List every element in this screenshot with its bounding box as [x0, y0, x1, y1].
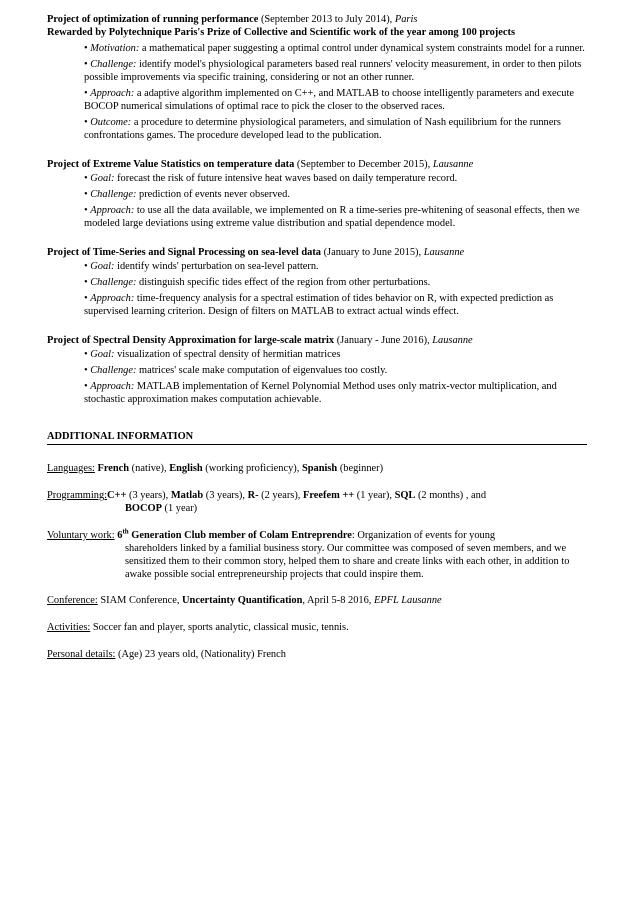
voluntary-work-line	[47, 529, 587, 581]
skill-sql-years: (2 months) , and	[415, 490, 487, 501]
project-period: (September 2013 to July 2014),	[258, 14, 395, 25]
activities-label: Activities:	[47, 622, 91, 633]
skill-sql: SQL	[394, 490, 416, 501]
bullet-text: forecast the risk of future intensive heat waves based on daily temperature record.	[114, 173, 458, 184]
voluntary-label: Voluntary work:	[47, 530, 115, 541]
personal-details-text: (Age) 23 years old, (Nationality) French	[115, 649, 286, 660]
bullet-glyph: •	[84, 349, 88, 360]
bullet-glyph: •	[84, 189, 88, 200]
bullet-label: Challenge:	[90, 365, 137, 376]
bullet-label: Approach:	[90, 205, 135, 216]
languages-line	[47, 462, 587, 475]
bullet-glyph: •	[84, 88, 88, 99]
conference-date: , April 5-8 2016,	[302, 595, 374, 606]
bullet-text: identify model's physiological parameters based real runners' velocity measurement, in order to then pilots possible improvements via specific training, considering or not an other runner.	[84, 59, 582, 83]
project-title: Project of Extreme Value Statistics on temperature data	[47, 159, 295, 170]
bullet-glyph: •	[84, 59, 88, 70]
project-title: Project of Spectral Density Approximation for large-scale matrix	[47, 335, 335, 346]
voluntary-org-number: 6	[117, 530, 123, 541]
programming-second-row	[125, 502, 587, 515]
project-bullet	[84, 364, 587, 377]
bullet-text: distinguish specific tides effect of the region from other perturbations.	[136, 277, 431, 288]
bullet-text: prediction of events never observed.	[136, 189, 290, 200]
bullet-label: Motivation:	[90, 43, 140, 54]
project-award: Rewarded by Polytechnique Paris's Prize of Collective and Scientific work of the year among 100 projects	[47, 27, 515, 38]
bullet-label: Goal:	[90, 261, 115, 272]
project-bullet	[84, 348, 587, 361]
skill-matlab-years: (3 years),	[203, 490, 248, 501]
skill-cpp: C++	[107, 490, 127, 501]
bullet-label: Approach:	[90, 293, 135, 304]
section-heading-additional-information: ADDITIONAL INFORMATION	[47, 430, 587, 445]
project-period: (September to December 2015),	[294, 159, 433, 170]
resume-page	[47, 13, 587, 661]
project-place: Paris	[394, 14, 418, 25]
voluntary-org-superscript: th	[122, 527, 129, 536]
project-title-line	[47, 246, 587, 259]
bullet-glyph: •	[84, 365, 88, 376]
language-french: French	[97, 463, 130, 474]
conference-name: SIAM Conference,	[97, 595, 183, 606]
skill-bocop: BOCOP	[125, 503, 162, 514]
bullet-label: Outcome:	[90, 117, 132, 128]
bullet-text: visualization of spectral density of hermitian matrices	[114, 349, 341, 360]
voluntary-description: shareholders linked by a familial business story. Our committee was composed of seven members, and we sensitized them to their common story, helped them to share and create links with each other, in addition to awake possible social entrepreneurship projects that could inspire them.	[125, 543, 570, 580]
personal-details-label: Personal details:	[47, 649, 116, 660]
project-title-line	[47, 334, 587, 347]
bullet-glyph: •	[84, 293, 88, 304]
bullet-glyph: •	[84, 381, 88, 392]
bullet-label: Goal:	[90, 349, 115, 360]
bullet-glyph: •	[84, 117, 88, 128]
personal-details-line	[47, 648, 587, 661]
skill-r: R-	[247, 490, 259, 501]
bullet-glyph: •	[84, 277, 88, 288]
project-title-line	[47, 158, 587, 171]
project-bullet	[84, 276, 587, 289]
project-title: Project of Time-Series and Signal Processing on sea-level data	[47, 247, 321, 258]
language-spanish-level: (beginner)	[337, 463, 384, 474]
language-spanish: Spanish	[301, 463, 338, 474]
activities-text: Soccer fan and player, sports analytic, classical music, tennis.	[90, 622, 349, 633]
project-extreme-value-statistics	[47, 158, 587, 230]
project-bullet	[84, 188, 587, 201]
project-period: (January to June 2015),	[320, 247, 424, 258]
bullet-text: to use all the data available, we implemented on R a time-series pre-whitening of seasonal effects, then we modeled large deviations using extreme value distribution and spatial dependence model.	[84, 205, 580, 229]
voluntary-org: Generation Club member of Colam Entreprendre	[128, 530, 352, 541]
skill-freefem: Freefem ++	[303, 490, 355, 501]
conference-topic: Uncertainty Quantification	[182, 595, 303, 606]
bullet-glyph: •	[84, 43, 88, 54]
languages-label: Languages:	[47, 463, 95, 474]
project-place: Lausanne	[423, 247, 465, 258]
project-bullet	[84, 204, 587, 230]
bullet-glyph: •	[84, 173, 88, 184]
project-place: Lausanne	[432, 335, 473, 346]
programming-label: Programming:	[47, 490, 108, 501]
skill-freefem-years: (1 year),	[354, 490, 395, 501]
bullet-label: Approach:	[90, 381, 135, 392]
project-running-performance	[47, 13, 587, 142]
skill-cpp-years: (3 years),	[126, 490, 171, 501]
project-spectral-density	[47, 334, 587, 406]
bullet-label: Approach:	[90, 88, 135, 99]
bullet-text: a mathematical paper suggesting a optimal control under dynamical system constraints model for a runner.	[139, 43, 585, 54]
bullet-label: Challenge:	[90, 59, 137, 70]
project-bullet	[84, 260, 587, 273]
bullet-label: Challenge:	[90, 189, 137, 200]
project-bullet	[84, 42, 587, 55]
programming-line	[47, 489, 587, 515]
project-bullet	[84, 380, 587, 406]
conference-place: EPFL Lausanne	[373, 595, 442, 606]
project-bullet	[84, 116, 587, 142]
project-bullet	[84, 292, 587, 318]
project-bullet	[84, 58, 587, 84]
conference-line	[47, 594, 587, 607]
bullet-glyph: •	[84, 261, 88, 272]
skill-bocop-years: (1 year)	[161, 503, 198, 514]
bullet-label: Goal:	[90, 173, 115, 184]
project-bullet	[84, 87, 587, 113]
bullet-text: a adaptive algorithm implemented on C++, and MATLAB to choose intelligently parameters and execute BOCOP numerical simulations of optimal race to pick the closer to the observed races.	[84, 88, 574, 112]
skill-r-years: (2 years),	[258, 490, 303, 501]
bullet-label: Challenge:	[90, 277, 137, 288]
bullet-text: matrices' scale make computation of eigenvalues too costly.	[136, 365, 388, 376]
bullet-text: MATLAB implementation of Kernel Polynomial Method uses only matrix-vector multiplication, and stochastic approximation makes computation achievable.	[84, 381, 557, 405]
bullet-glyph: •	[84, 205, 88, 216]
language-french-level: (native),	[129, 463, 170, 474]
voluntary-text-start: : Organization of events for young	[351, 530, 496, 541]
bullet-text: time-frequency analysis for a spectral estimation of tides behavior on R, with expected prediction as supervised learning criterion. Design of filters on MATLAB to extract actual winds effect.	[84, 293, 554, 317]
skill-matlab: Matlab	[170, 490, 204, 501]
bullet-text: identify winds' perturbation on sea-level pattern.	[114, 261, 319, 272]
project-title-line	[47, 13, 587, 26]
project-title: Project of optimization of running performance	[47, 14, 259, 25]
activities-line	[47, 621, 587, 634]
programming-first-row	[47, 489, 587, 502]
language-english-level: (working proficiency),	[202, 463, 302, 474]
bullet-text: a procedure to determine physiological parameters, and simulation of Nash equilibrium for the runners confrontations games. The procedure developed lead to the publication.	[84, 117, 561, 141]
language-english: English	[169, 463, 203, 474]
project-place: Lausanne	[432, 159, 474, 170]
project-bullet	[84, 172, 587, 185]
conference-label: Conference:	[47, 595, 98, 606]
project-period: (January - June 2016),	[334, 335, 433, 346]
voluntary-first-row	[47, 529, 587, 542]
project-time-series-signal	[47, 246, 587, 318]
